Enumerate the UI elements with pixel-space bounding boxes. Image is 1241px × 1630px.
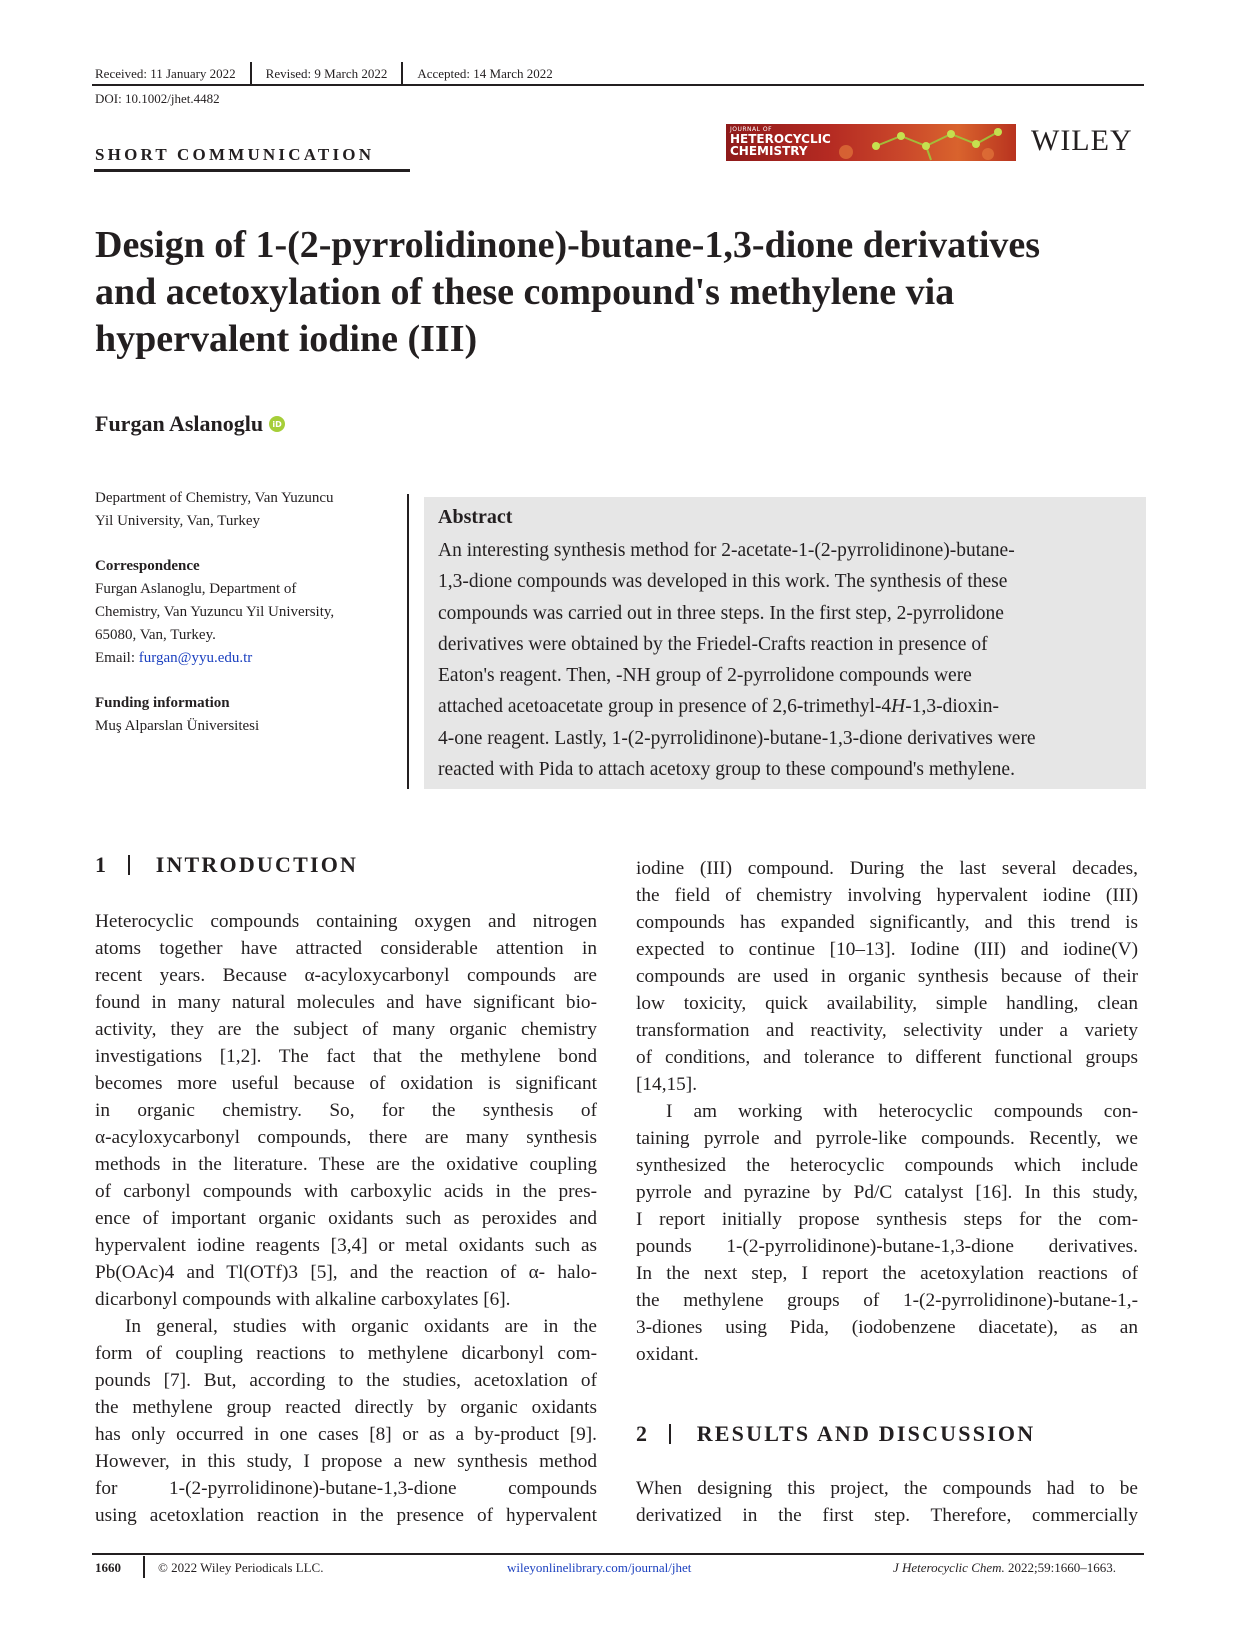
article-title <box>95 222 1155 363</box>
journal-url-link[interactable]: wileyonlinelibrary.com/journal/jhet <box>507 1560 692 1575</box>
wiley-logo[interactable]: WILEY <box>1031 124 1133 157</box>
text-line: atoms together have attracted considerable attention in <box>95 938 597 959</box>
text-line: compounds has expanded significantly, and this trend is <box>636 912 1138 933</box>
abstract-line <box>438 691 1132 722</box>
banner-line-3: CHEMISTRY <box>730 144 808 158</box>
text-line: derivatized in the first step. Therefore, commercially <box>636 1505 1138 1526</box>
text-line: transformation and reactivity, selectivity under a variety <box>636 1020 1138 1041</box>
banner-line-1: JOURNAL OF <box>730 126 773 133</box>
text-line: recent years. Because α-acyloxycarbonyl compounds are <box>95 965 597 986</box>
title-line: hypervalent iodine (III) <box>95 318 478 360</box>
text-line: methods in the literature. These are the oxidative coupling <box>95 1154 597 1175</box>
text-line: for 1-(2-pyrrolidinone)-butane-1,3-dione compounds <box>95 1478 597 1499</box>
section-title: RESULTS AND DISCUSSION <box>696 1421 1036 1446</box>
results-text <box>636 1475 1138 1529</box>
text-line: compounds are used in organic synthesis because of their <box>636 966 1138 987</box>
article-dates <box>95 62 553 86</box>
text-line: pounds [7]. But, according to the studies, acetoxlation of <box>95 1370 597 1391</box>
abstract-line: An interesting synthesis method for 2-acetate-1-(2-pyrrolidinone)-butane- <box>438 540 1015 561</box>
text-line: dicarbonyl compounds with alkaline carboxylates [6]. <box>95 1289 511 1310</box>
affiliation-line: Yil University, Van, Turkey <box>95 513 261 529</box>
title-line: and acetoxylation of these compound's methylene via <box>95 271 955 313</box>
header-rule <box>92 84 1144 86</box>
text-line: activity, they are the subject of many organic chemistry <box>95 1019 597 1040</box>
abstract-heading: Abstract <box>438 506 513 528</box>
molecule-graphic-icon <box>726 124 1016 161</box>
footer-divider <box>143 1556 145 1578</box>
text-line: pounds 1-(2-pyrrolidinone)-butane-1,3-dione derivatives. <box>636 1236 1138 1257</box>
abstract-line: 1,3-dione compounds was developed in this work. The synthesis of these <box>438 571 1008 593</box>
abstract-line: derivatives were obtained by the Friedel-Crafts reaction in presence of <box>438 633 988 655</box>
text-line: the methylene groups of 1-(2-pyrrolidinone)-butane-1,- <box>636 1290 1138 1311</box>
text-line: expected to continue [10–13]. Iodine (III) and iodine(V) <box>636 939 1138 960</box>
citation-details: 2022;59:1660–1663. <box>1004 1560 1117 1575</box>
section-number: 2 <box>636 1421 650 1446</box>
text-line: the methylene group reacted directly by organic oxidants <box>95 1397 597 1418</box>
title-line: Design of 1-(2-pyrrolidinone)-butane-1,3-dione derivatives <box>95 224 1041 266</box>
doi[interactable]: DOI: 10.1002/jhet.4482 <box>95 91 220 106</box>
text-line: has only occurred in one cases [8] or as a by-product [9]. <box>95 1424 597 1445</box>
journal-banner-logo[interactable] <box>726 124 1016 161</box>
text-line: form of coupling reactions to methylene dicarbonyl com- <box>95 1343 597 1364</box>
date-divider <box>401 62 403 86</box>
text-line: the field of chemistry involving hypervalent iodine (III) <box>636 885 1138 906</box>
correspondence <box>95 555 395 670</box>
text-line: oxidant. <box>636 1344 699 1365</box>
text-line: In the next step, I report the acetoxylation reactions of <box>636 1263 1138 1284</box>
text-line: found in many natural molecules and have significant bio- <box>95 992 597 1013</box>
text-line: However, in this study, I propose a new synthesis method <box>95 1451 597 1472</box>
date-divider <box>250 62 252 86</box>
text-line: Heterocyclic compounds containing oxygen and nitrogen <box>95 911 597 932</box>
footer-rule <box>92 1553 1144 1555</box>
citation-journal: J Heterocyclic Chem. <box>893 1560 1005 1575</box>
section-label-rule <box>94 169 410 172</box>
correspondence-heading: Correspondence <box>95 558 200 574</box>
funding-heading: Funding information <box>95 695 230 711</box>
page-number: 1660 <box>95 1560 121 1575</box>
section-heading-introduction <box>95 852 358 878</box>
funding <box>95 692 395 738</box>
email-line <box>95 647 395 670</box>
right-column-text <box>636 855 1138 1368</box>
correspondence-line: Chemistry, Van Yuzuncu Yil University, <box>95 604 335 620</box>
affiliation-line: Department of Chemistry, Van Yuzuncu <box>95 490 334 506</box>
abstract-line: compounds was carried out in three steps. In the first step, 2-pyrrolidone <box>438 602 1004 624</box>
email-label: Email: <box>95 650 139 666</box>
text-line: synthesized the heterocyclic compounds which include <box>636 1155 1138 1176</box>
copyright: © 2022 Wiley Periodicals LLC. <box>158 1560 324 1575</box>
funding-source: Muş Alparslan Üniversitesi <box>95 718 260 734</box>
abstract-line: 4-one reagent. Lastly, 1-(2-pyrrolidinone)-butane-1,3-dione derivatives were <box>438 727 1036 749</box>
abstract-line-part: attached acetoacetate group in presence of 2,6-trimethyl-4 <box>438 696 892 718</box>
abstract-box <box>424 497 1146 789</box>
accepted-date: Accepted: 14 March 2022 <box>417 66 553 81</box>
text-line: hypervalent iodine reagents [3,4] or metal oxidants such as <box>95 1235 597 1256</box>
section-heading-results <box>636 1421 1035 1447</box>
abstract-italic: H <box>891 696 906 718</box>
text-line: I am working with heterocyclic compounds con- <box>666 1101 1138 1122</box>
orcid-icon[interactable]: iD <box>269 416 285 432</box>
section-number: 1 <box>95 852 109 877</box>
text-line: pyrrole and pyrazine by Pd/C catalyst [16]. In this study, <box>636 1182 1138 1203</box>
text-line: 3-diones using Pida, (iodobenzene diacetate), as an <box>636 1317 1138 1338</box>
abstract-text <box>438 535 1132 785</box>
abstract-line: Eaton's reagent. Then, -NH group of 2-pyrrolidone compounds were <box>438 665 972 687</box>
citation <box>893 1560 1116 1576</box>
text-line: In general, studies with organic oxidants are in the <box>125 1316 597 1337</box>
sidebar-divider <box>407 494 409 789</box>
abstract-line-part: -1,3-dioxin- <box>905 696 999 718</box>
correspondence-line: Furgan Aslanoglu, Department of <box>95 581 297 597</box>
section-bar <box>669 1424 671 1444</box>
section-title: INTRODUCTION <box>155 852 359 877</box>
text-line: [14,15]. <box>636 1074 698 1095</box>
text-line: in organic chemistry. So, for the synthesis of <box>95 1100 597 1121</box>
abstract-line: reacted with Pida to attach acetoxy group to these compound's methylene. <box>438 759 1015 781</box>
text-line: investigations [1,2]. The fact that the methylene bond <box>95 1046 597 1067</box>
correspondence-line: 65080, Van, Turkey. <box>95 627 216 643</box>
revised-date: Revised: 9 March 2022 <box>265 66 388 81</box>
email-link[interactable]: furgan@yyu.edu.tr <box>138 650 253 666</box>
text-line: low toxicity, quick availability, simple handling, clean <box>636 993 1138 1014</box>
affiliation <box>95 487 395 533</box>
left-column-text <box>95 908 597 1529</box>
text-line: taining pyrrole and pyrrole-like compounds. Recently, we <box>636 1128 1138 1149</box>
text-line: of conditions, and tolerance to different functional groups <box>636 1047 1138 1068</box>
text-line: using acetoxlation reaction in the presence of hypervalent <box>95 1505 597 1526</box>
author-name[interactable]: Furgan Aslanoglu <box>95 411 264 436</box>
section-label: SHORT COMMUNICATION <box>95 145 375 164</box>
received-date: Received: 11 January 2022 <box>95 66 236 81</box>
text-line: becomes more useful because of oxidation is significant <box>95 1073 597 1094</box>
text-line: ence of important organic oxidants such as peroxides and <box>95 1208 597 1229</box>
text-line: I report initially propose synthesis steps for the com- <box>636 1209 1138 1230</box>
text-line: α-acyloxycarbonyl compounds, there are many synthesis <box>95 1127 597 1148</box>
banner-line-2: HETEROCYCLIC <box>730 132 831 146</box>
text-line: of carbonyl compounds with carboxylic acids in the pres- <box>95 1181 597 1202</box>
text-line: iodine (III) compound. During the last several decades, <box>636 858 1138 879</box>
text-line: Pb(OAc)4 and Tl(OTf)3 [5], and the reaction of α- halo- <box>95 1262 597 1283</box>
author <box>95 411 285 437</box>
section-bar <box>128 855 130 875</box>
text-line: When designing this project, the compounds had to be <box>636 1478 1138 1499</box>
